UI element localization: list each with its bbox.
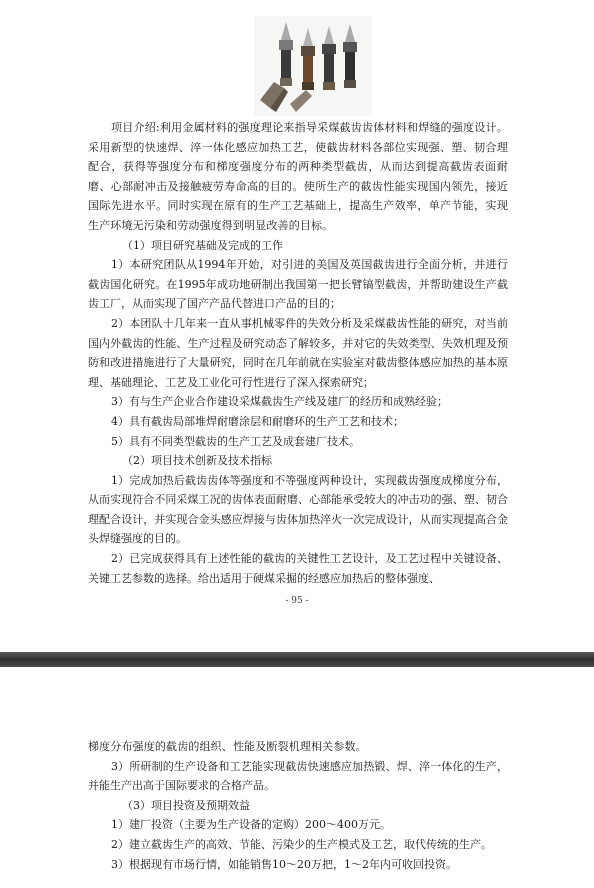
section-2-item-2: 2）已完成获得具有上述性能的截齿的关键性工艺设计，及工艺过程中关键设备、关键工艺参数的选择。给出适用于硬煤采掘的经感应加热后的整体强度、	[88, 552, 508, 585]
section-1-item-3: 3）有与生产企业合作建设采煤截齿生产线及建厂的经历和成熟经验；	[111, 395, 448, 409]
section-1-heading: （1）项目研究基础及完成的工作	[122, 238, 283, 252]
cutting-picks-photo	[254, 16, 372, 116]
page-1-body	[88, 118, 508, 588]
section-3-item-2: 2）建立截齿生产的高效、节能、污染少的生产模式及工艺，取代传统的生产。	[111, 837, 492, 851]
continuation-text: 梯度分布强度的截齿的组织、性能及断裂机理相关参数。	[88, 740, 367, 753]
page-separator	[0, 652, 594, 667]
document-page-2	[0, 667, 594, 888]
section-3-item-1: 1）建厂投资（主要为生产设备的定购）200～400万元。	[111, 818, 391, 832]
page-2-body	[88, 737, 508, 874]
section-2-heading: （2）项目技术创新及技术指标	[122, 454, 272, 468]
section-1-item-4: 4）具有截齿局部堆焊耐磨涂层和耐磨环的生产工艺和技术；	[111, 414, 404, 428]
section-2-item-1: 1）完成加热后截齿齿体等强度和不等强度两种设计，实现截齿强度成梯度分布，从而实现符合不同采煤工况的齿体表面耐磨、心部能承受较大的冲击功的强、塑、韧合理配合设计，并实现合金头感应焊接与齿体加热淬火一次完成设计，从而实现提高合金头焊缝强度的目的。	[88, 473, 508, 546]
section-1-item-2: 2）本团队十几年来一直从事机械零件的失效分析及采煤截齿性能的研究，对当前国内外截齿的性能、生产过程及研究动态了解较多，并对它的失效类型、失效机理及预防和改进措施进行了大量研究，同时在几年前就在实验室对截齿整体感应加热的基本原理、基础理论、工艺及工业化可行性进行了深入探索研究；	[88, 316, 508, 389]
page-number: - 95 -	[285, 596, 309, 606]
section-1-item-1: 1）本研究团队从1994年开始，对引进的美国及英国截齿进行全面分析，并进行截齿国化研究。在1995年成功地研制出我国第一把长臂镐型截齿，并帮助建设生产截齿工厂，从而实现了国产产品代替进口产品的目的；	[88, 258, 508, 311]
section-1-item-5: 5）具有不同类型截齿的生产工艺及成套建厂技术。	[111, 434, 360, 448]
project-intro: 项目介绍:利用金属材料的强度理论来指导采煤截齿齿体材料和焊缝的强度设计。采用新型的快速焊、淬一体化感应加热工艺，使截齿材料各部位实现强、塑、韧合理配合，获得等强度分布和梯度强度分布的两种类型截齿，从而达到提高截齿表面耐磨、心部耐冲击及接触疲劳寿命高的目的。使所生产的截齿性能实现国内领先，接近国际先进水平。同时实现在原有的生产工艺基础上，提高生产效率，单产节能，实现生产环境无污染和劳动强度得到明显改善的目标。	[88, 121, 508, 232]
section-3-heading: （3）项目投资及预期效益	[122, 798, 250, 812]
section-2-item-3: 3）所研制的生产设备和工艺能实现截齿快速感应加热锻、焊、淬一体化的生产，并能生产出高于国际要求的合格产品。	[88, 759, 508, 793]
section-3-item-3: 3）根据现有市场行情，如能销售10～20万把，1～2年内可收回投资。	[111, 857, 457, 871]
